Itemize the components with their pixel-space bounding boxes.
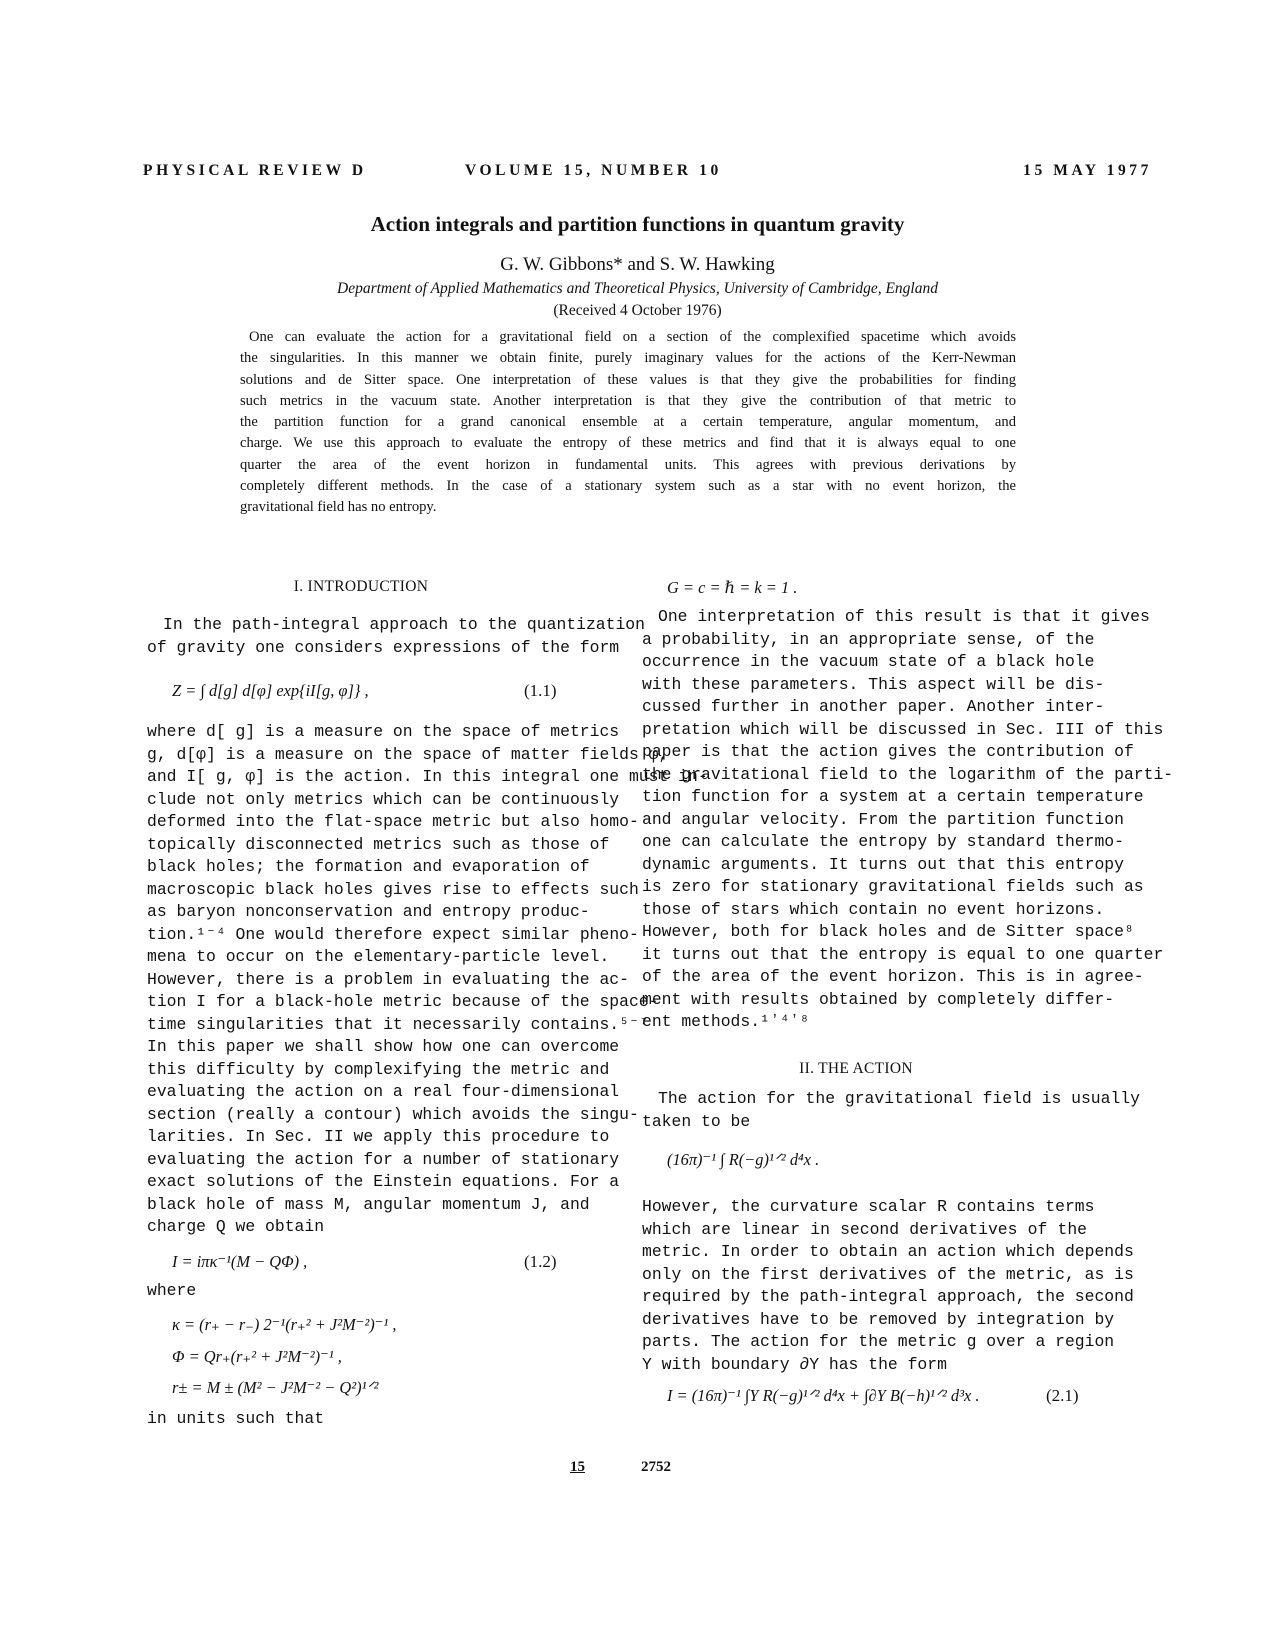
abstract-line: the partition function for a grand canonical ensemble at a certain temperature, angular momentum, and [240,414,1016,431]
text-line: However, the curvature scalar R contains terms [642,1197,1095,1216]
text-line: time singularities that it necessarily contains.⁵⁻⁷ [147,1014,649,1034]
equation-number-1-2: (1.2) [524,1252,557,1271]
equation-einstein-hilbert-action: (16π)⁻¹ ∫ R(−g)¹ᐟ² d⁴x . [667,1150,820,1169]
abstract-line: solutions and de Sitter space. One interpretation of these values is that they give the probabilities for finding [240,371,1016,388]
text-line: where d[ g] is a measure on the space of metrics [147,722,620,741]
page-footer [0,1459,1275,1481]
text-line: evaluating the action for a number of stationary [147,1149,620,1169]
text-line: g, d[φ] is a measure on the space of matter fields φ, [147,744,669,764]
text-line: taken to be [642,1111,751,1131]
text-line: clude not only metrics which can be continuously [147,789,620,809]
text-line: metric. In order to obtain an action which depends [642,1242,1134,1261]
text-line: Y with boundary ∂Y has the form [642,1354,947,1374]
abstract-line: charge. We use this approach to evaluate the entropy of these metrics and find that it is always equal to one [240,435,1016,452]
abstract-line: completely different methods. In the case of a stationary system such as a star with no event horizon, the [240,478,1016,495]
text-line: The action for the gravitational field is usually [658,1089,1140,1108]
abstract-line: the singularities. In this manner we obtain finite, purely imaginary values for the actions of the Kerr-Newman [240,350,1016,367]
received-date: (Received 4 October 1976) [553,302,722,319]
text-line: larities. In Sec. II we apply this procedure to [147,1127,610,1146]
text-line: black holes; the formation and evaporation of [147,857,590,876]
abstract-line: such metrics in the vacuum state. Another interpretation is that they give the contribution of that metric to [240,392,1016,409]
text-line: section (really a contour) which avoids the singu- [147,1104,639,1124]
text-line: exact solutions of the Einstein equations. For a [147,1172,620,1191]
abstract-line: quarter the area of the event horizon in fundamental units. This agrees with previous derivations by [240,456,1016,473]
paper-title: Action integrals and partition functions in quantum gravity [370,212,905,236]
authors: G. W. Gibbons* and S. W. Hawking [500,254,775,275]
text-line: tion function for a system at a certain temperature [642,787,1144,806]
equation-1-1: Z = ∫ d[g] d[φ] exp{iI[g, φ]} , [172,681,369,700]
text-line: tion.¹⁻⁴ One would therefore expect similar pheno- [147,924,639,944]
where-label: where [147,1281,197,1300]
text-line: those of stars which contain no event horizons. [642,899,1105,919]
equation-kappa: κ = (r₊ − r₋) 2⁻¹(r₊² + J²M⁻²)⁻¹ , [172,1315,397,1334]
text-line: ent methods.¹ʼ⁴ʼ⁸ [642,1012,810,1031]
units-text: in units such that [147,1409,325,1428]
text-line: the gravitational field to the logarithm of the parti- [642,764,1174,784]
text-line: one can calculate the entropy by standard thermo- [642,832,1124,851]
volume-number: VOLUME 15, NUMBER 10 [465,162,722,179]
equation-number-2-1: (2.1) [1046,1386,1079,1405]
text-line: charge Q we obtain [147,1217,325,1236]
text-line: required by the path-integral approach, the second [642,1287,1134,1306]
text-line: is zero for stationary gravitational fields such as [642,877,1144,896]
text-line: this difficulty by complexifying the metric and [147,1059,610,1079]
text-line: ment with results obtained by completely differ- [642,989,1115,1009]
abstract-line: gravitational field has no entropy. [240,499,437,516]
text-line: tion I for a black-hole metric because of the space- [147,992,659,1011]
text-line: parts. The action for the metric g over a region [642,1332,1115,1351]
text-line: derivatives have to be removed by integration by [642,1309,1115,1329]
text-line: which are linear in second derivatives of the [642,1219,1087,1239]
running-head [143,162,1152,184]
text-line: mena to occur on the elementary-particle level. [147,947,610,966]
text-line: One interpretation of this result is that it gives [658,607,1150,626]
text-line: topically disconnected metrics such as those of [147,834,610,854]
text-line: as baryon nonconservation and entropy produc- [147,902,590,921]
text-line: it turns out that the entropy is equal to one quarter [642,944,1164,964]
abstract [240,327,1016,519]
footer-page-number: 2752 [641,1459,671,1475]
text-line: paper is that the action gives the contribution of [642,742,1134,761]
footer-volume: 15 [570,1459,585,1475]
text-line: a probability, in an appropriate sense, of the [642,629,1095,649]
text-line: evaluating the action on a real four-dimensional [147,1082,620,1101]
section-heading-the-action: II. THE ACTION [799,1060,913,1077]
text-line: macroscopic black holes gives rise to effects such [147,879,639,899]
equation-1-2: I = iπκ⁻¹(M − QΦ) , [172,1252,308,1271]
equation-natural-units: G = c = ℏ = k = 1 . [667,578,798,597]
equation-r-plus-minus: r± = M ± (M² − J²M⁻² − Q²)¹ᐟ² [172,1378,379,1397]
issue-date: 15 MAY 1977 [1023,162,1152,179]
journal-name: PHYSICAL REVIEW D [143,162,367,179]
equation-phi: Φ = Qr₊(r₊² + J²M⁻²)⁻¹ , [172,1347,342,1366]
equation-number-1-1: (1.1) [524,681,557,700]
text-line: dynamic arguments. It turns out that this entropy [642,854,1124,874]
action-paragraph-2 [642,1196,1134,1376]
text-line: deformed into the flat-space metric but also homo- [147,812,639,831]
text-line: with these parameters. This aspect will be dis- [642,674,1105,694]
intro-paragraph-1 [147,614,645,659]
text-line: and I[ g, φ] is the action. In this integral one must in- [147,767,708,786]
text-line: In the path-integral approach to the quantization [163,615,645,634]
affiliation: Department of Applied Mathematics and Theoretical Physics, University of Cambridge, England [337,280,938,297]
section-heading-introduction: I. INTRODUCTION [293,578,429,595]
text-line: However, both for black holes and de Sitter space⁸ [642,922,1134,941]
text-line: only on the first derivatives of the metric, as is [642,1264,1134,1284]
equation-2-1: I = (16π)⁻¹ ∫Y R(−g)¹ᐟ² d⁴x + ∫∂Y B(−h)¹ᐟ² d³x . [667,1386,980,1405]
text-line: In this paper we shall show how one can overcome [147,1037,620,1056]
text-line: of the area of the event horizon. This is in agree- [642,967,1144,986]
text-line: cussed further in another paper. Another inter- [642,697,1105,716]
text-line: However, there is a problem in evaluating the ac- [147,969,629,989]
text-line: occurrence in the vacuum state of a black hole [642,652,1095,671]
text-line: and angular velocity. From the partition function [642,809,1124,829]
text-line: black hole of mass M, angular momentum J, and [147,1194,590,1214]
text-line: of gravity one considers expressions of the form [147,637,620,657]
text-line: pretation which will be discussed in Sec. III of this [642,719,1164,739]
action-paragraph-1 [642,1088,1140,1133]
abstract-line: One can evaluate the action for a gravitational field on a section of the complexified spacetime which avoids [249,329,1016,345]
interpretation-paragraph [642,606,1174,1034]
